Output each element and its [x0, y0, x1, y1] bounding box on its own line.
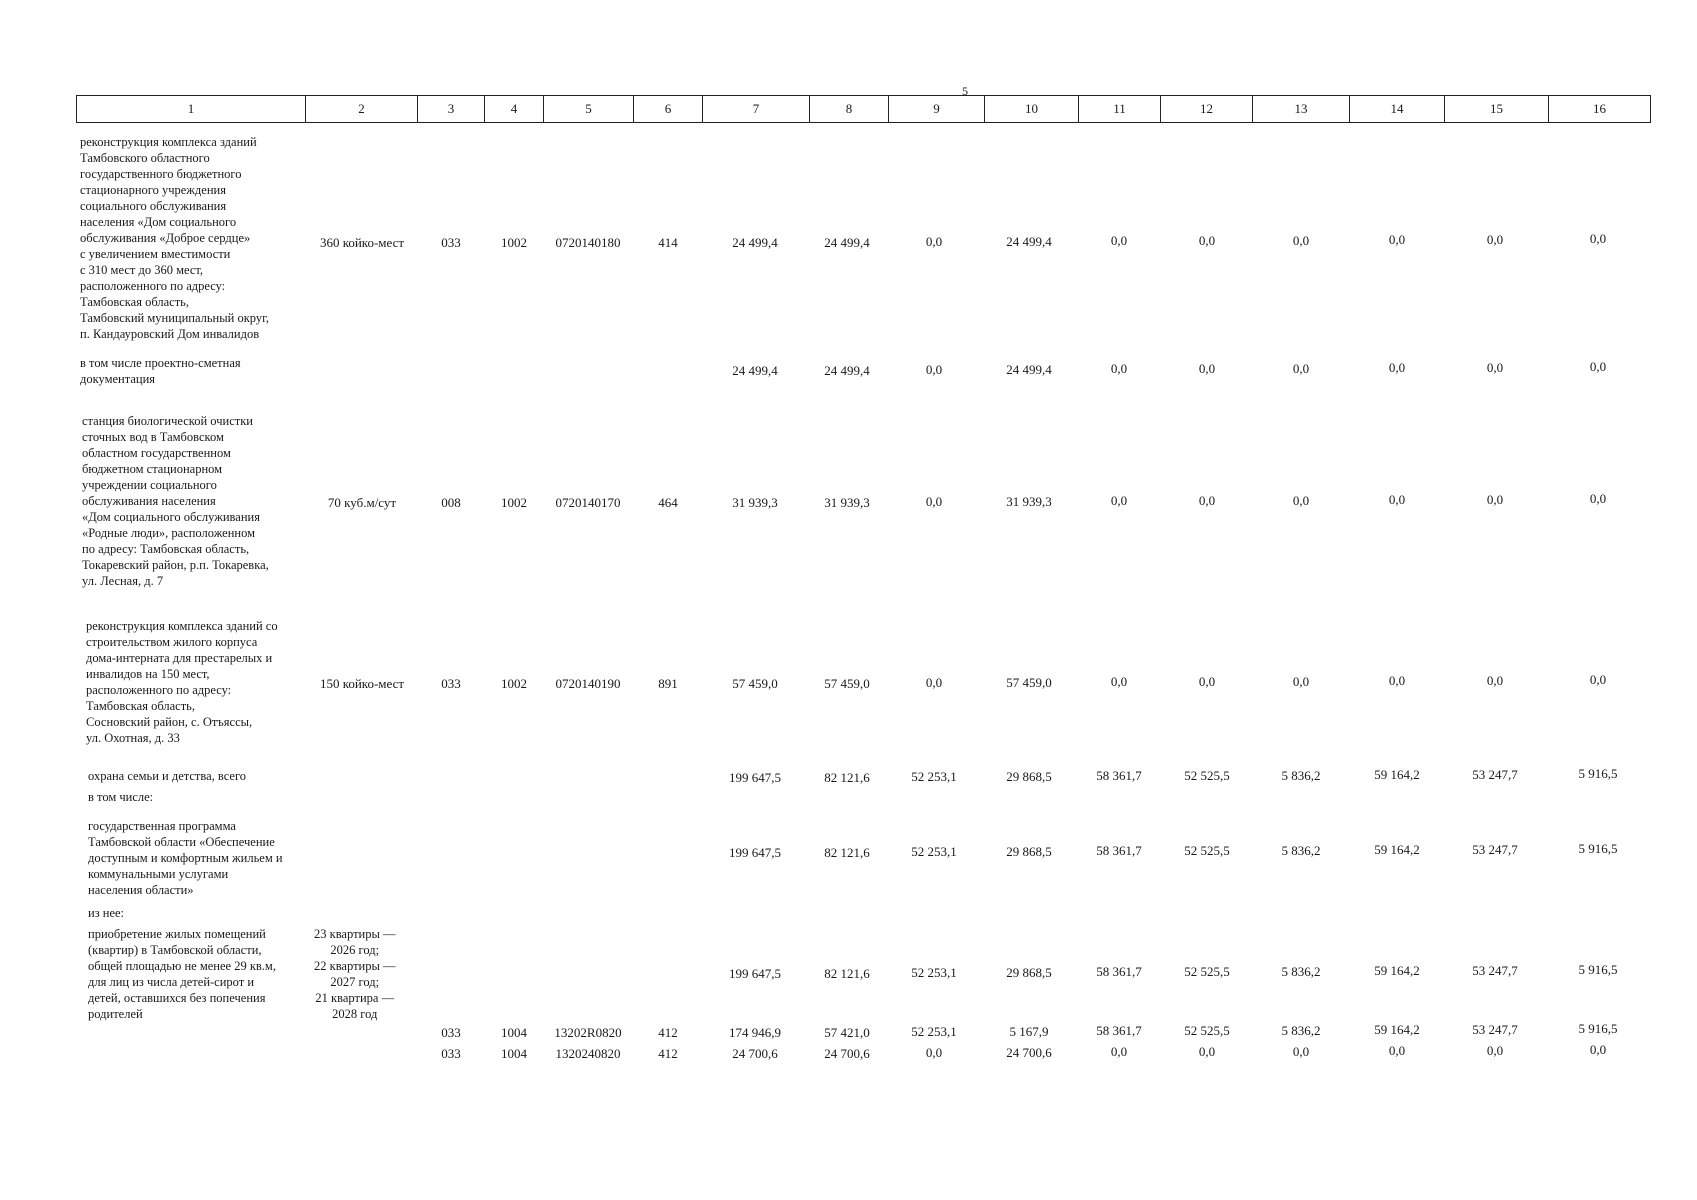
row-value-col12: 52 525,5	[1184, 843, 1230, 858]
subheading-of-which: из нее:	[88, 906, 125, 920]
row-value-col10: 29 868,5	[1006, 844, 1052, 859]
column-header: 15	[1445, 96, 1549, 123]
row-code-col6: 414	[658, 235, 678, 250]
row-value-col13: 0,0	[1292, 493, 1310, 508]
row-value-col12: 0,0	[1198, 361, 1216, 376]
column-header: 2	[306, 96, 418, 123]
column-header: 4	[485, 96, 544, 123]
row-value-col11: 0,0	[1110, 674, 1128, 689]
row-code-col3: 008	[441, 495, 461, 510]
row-value-col8: 24 499,4	[824, 363, 870, 378]
subheading-including: в том числе:	[88, 790, 154, 804]
row-code-col4: 1002	[501, 676, 527, 691]
row-value-col12: 0,0	[1198, 1044, 1216, 1059]
row-value-col16: 0,0	[1589, 359, 1607, 374]
row-code-col5: 1320240820	[555, 1046, 621, 1061]
row-value-col11: 0,0	[1110, 361, 1128, 376]
row-value-col13: 5 836,2	[1281, 768, 1321, 783]
column-header: 7	[703, 96, 810, 123]
row-value-col9: 0,0	[925, 1045, 943, 1060]
row-value-col7: 24 700,6	[732, 1046, 778, 1061]
row-value-col9: 52 253,1	[911, 769, 957, 784]
row-value-col13: 5 836,2	[1281, 964, 1321, 979]
row-value-col12: 52 525,5	[1184, 964, 1230, 979]
row-code-col5: 0720140170	[555, 495, 621, 510]
row-value-col13: 0,0	[1292, 233, 1310, 248]
row-description: станция биологической очистки сточных вод в Тамбовском областном государственном бюджетном стационарном учреждении социального обслуживания населения «Дом социального обслуживания «Родные люди», расположенном по адресу: Тамбовская область, Токаревский район, р.п. Токаревка, ул. Лесная, д. 7	[82, 414, 269, 588]
row-value-col16: 5 916,5	[1578, 962, 1618, 977]
row-description: в том числе проектно-сметная документация	[80, 356, 241, 386]
row-value-col15: 53 247,7	[1472, 767, 1518, 782]
row-value-col11: 58 361,7	[1096, 1023, 1142, 1038]
row-value-col9: 52 253,1	[911, 1024, 957, 1039]
row-value-col14: 0,0	[1388, 1043, 1406, 1058]
column-header: 6	[634, 96, 703, 123]
row-value-col8: 82 121,6	[824, 966, 870, 981]
row-value-col11: 58 361,7	[1096, 964, 1142, 979]
row-value-col13: 0,0	[1292, 361, 1310, 376]
row-code-col4: 1004	[501, 1046, 527, 1061]
row-value-col10: 5 167,9	[1009, 1024, 1049, 1039]
row-value-col16: 5 916,5	[1578, 1021, 1618, 1036]
row-code-col5: 0720140190	[555, 676, 621, 691]
row-value-col7: 199 647,5	[729, 770, 781, 785]
row-value-col12: 0,0	[1198, 493, 1216, 508]
row-value-col8: 82 121,6	[824, 845, 870, 860]
row-code-col6: 464	[658, 495, 678, 510]
row-value-col10: 29 868,5	[1006, 769, 1052, 784]
row-value-col7: 57 459,0	[732, 676, 778, 691]
row-code-col3: 033	[441, 1046, 461, 1061]
row-value-col16: 0,0	[1589, 672, 1607, 687]
row-value-col16: 0,0	[1589, 1042, 1607, 1057]
column-header: 13	[1253, 96, 1350, 123]
row-capacity: 70 куб.м/сут	[327, 495, 397, 510]
row-description: охрана семьи и детства, всего	[88, 769, 247, 783]
row-value-col15: 53 247,7	[1472, 842, 1518, 857]
row-value-col15: 0,0	[1486, 492, 1504, 507]
column-header: 3	[418, 96, 485, 123]
row-value-col13: 5 836,2	[1281, 843, 1321, 858]
column-header: 9	[889, 96, 985, 123]
column-header: 5	[544, 96, 634, 123]
row-value-col14: 0,0	[1388, 232, 1406, 247]
row-code-col4: 1002	[501, 495, 527, 510]
column-header: 8	[810, 96, 889, 123]
row-value-col15: 53 247,7	[1472, 1022, 1518, 1037]
row-capacity: 23 квартиры — 2026 год; 22 квартиры — 2027 год; 21 квартира — 2028 год	[314, 927, 396, 1021]
row-value-col7: 31 939,3	[732, 495, 778, 510]
row-value-col13: 0,0	[1292, 674, 1310, 689]
row-value-col11: 0,0	[1110, 493, 1128, 508]
row-value-col14: 0,0	[1388, 673, 1406, 688]
row-code-col4: 1004	[501, 1025, 527, 1040]
column-header: 11	[1079, 96, 1161, 123]
row-value-col15: 53 247,7	[1472, 963, 1518, 978]
row-value-col14: 59 164,2	[1374, 767, 1420, 782]
row-value-col14: 59 164,2	[1374, 842, 1420, 857]
row-code-col6: 412	[658, 1046, 678, 1061]
row-value-col12: 52 525,5	[1184, 768, 1230, 783]
row-value-col7: 24 499,4	[732, 235, 778, 250]
column-header: 14	[1350, 96, 1445, 123]
row-value-col10: 29 868,5	[1006, 965, 1052, 980]
row-code-col3: 033	[441, 1025, 461, 1040]
row-value-col14: 0,0	[1388, 360, 1406, 375]
row-value-col8: 31 939,3	[824, 495, 870, 510]
row-value-col7: 199 647,5	[729, 966, 781, 981]
column-header: 1	[77, 96, 306, 123]
row-code-col5: 13202R0820	[554, 1025, 622, 1040]
row-value-col11: 58 361,7	[1096, 843, 1142, 858]
row-description: реконструкция комплекса зданий со строительством жилого корпуса дома-интерната для престарелых и инвалидов на 150 мест, расположенного по адресу: Тамбовская область, Сосновский район, с. Отъяссы, ул. Охотная, д. 33	[86, 619, 278, 745]
row-capacity: 360 койко-мест	[319, 235, 405, 250]
row-code-col6: 891	[658, 676, 678, 691]
row-value-col15: 0,0	[1486, 673, 1504, 688]
row-code-col3: 033	[441, 676, 461, 691]
row-value-col7: 199 647,5	[729, 845, 781, 860]
row-value-col11: 0,0	[1110, 1044, 1128, 1059]
page-number: 5	[962, 84, 968, 98]
row-value-col8: 57 421,0	[824, 1025, 870, 1040]
row-value-col9: 0,0	[925, 675, 943, 690]
row-value-col10: 24 499,4	[1006, 234, 1052, 249]
row-value-col14: 0,0	[1388, 492, 1406, 507]
row-value-col13: 0,0	[1292, 1044, 1310, 1059]
row-value-col15: 0,0	[1486, 232, 1504, 247]
row-value-col16: 5 916,5	[1578, 766, 1618, 781]
column-header-row	[76, 95, 1651, 123]
row-value-col8: 24 700,6	[824, 1046, 870, 1061]
row-capacity: 150 койко-мест	[319, 676, 405, 691]
column-header: 12	[1161, 96, 1253, 123]
row-value-col9: 0,0	[925, 494, 943, 509]
row-value-col15: 0,0	[1486, 1043, 1504, 1058]
row-value-col16: 0,0	[1589, 231, 1607, 246]
row-value-col8: 24 499,4	[824, 235, 870, 250]
row-value-col14: 59 164,2	[1374, 1022, 1420, 1037]
row-value-col16: 0,0	[1589, 491, 1607, 506]
row-value-col8: 57 459,0	[824, 676, 870, 691]
column-header: 16	[1549, 96, 1651, 123]
row-value-col13: 5 836,2	[1281, 1023, 1321, 1038]
row-value-col11: 58 361,7	[1096, 768, 1142, 783]
row-value-col8: 82 121,6	[824, 770, 870, 785]
column-header: 10	[985, 96, 1079, 123]
row-value-col12: 0,0	[1198, 674, 1216, 689]
row-value-col10: 24 700,6	[1006, 1045, 1052, 1060]
row-value-col7: 174 946,9	[729, 1025, 781, 1040]
row-value-col10: 57 459,0	[1006, 675, 1052, 690]
row-code-col5: 0720140180	[555, 235, 621, 250]
row-value-col10: 24 499,4	[1006, 362, 1052, 377]
row-value-col12: 0,0	[1198, 233, 1216, 248]
row-value-col9: 0,0	[925, 234, 943, 249]
row-value-col16: 5 916,5	[1578, 841, 1618, 856]
row-code-col4: 1002	[501, 235, 527, 250]
row-value-col9: 52 253,1	[911, 965, 957, 980]
row-description: государственная программа Тамбовской области «Обеспечение доступным и комфортным жильем и коммунальными услугами населения области»	[88, 819, 283, 897]
row-code-col3: 033	[441, 235, 461, 250]
row-value-col10: 31 939,3	[1006, 494, 1052, 509]
row-value-col9: 52 253,1	[911, 844, 957, 859]
row-value-col14: 59 164,2	[1374, 963, 1420, 978]
row-code-col6: 412	[658, 1025, 678, 1040]
row-value-col12: 52 525,5	[1184, 1023, 1230, 1038]
row-value-col7: 24 499,4	[732, 363, 778, 378]
row-value-col9: 0,0	[925, 362, 943, 377]
row-description: приобретение жилых помещений (квартир) в Тамбовской области, общей площадью не менее 29 кв.м, для лиц из числа детей-сирот и детей, оставшихся без попечения родителей	[88, 927, 276, 1021]
row-value-col15: 0,0	[1486, 360, 1504, 375]
row-description: реконструкция комплекса зданий Тамбовского областного государственного бюджетного стационарного учреждения социального обслуживания населения «Дом социального обслуживания «Доброе сердце» с увеличением вместимости с 310 мест до 360 мест, расположенного по адресу: Тамбовская область, Тамбовский муниципальный округ, п. Кандауровский Дом инвалидов	[80, 135, 269, 341]
row-value-col11: 0,0	[1110, 233, 1128, 248]
